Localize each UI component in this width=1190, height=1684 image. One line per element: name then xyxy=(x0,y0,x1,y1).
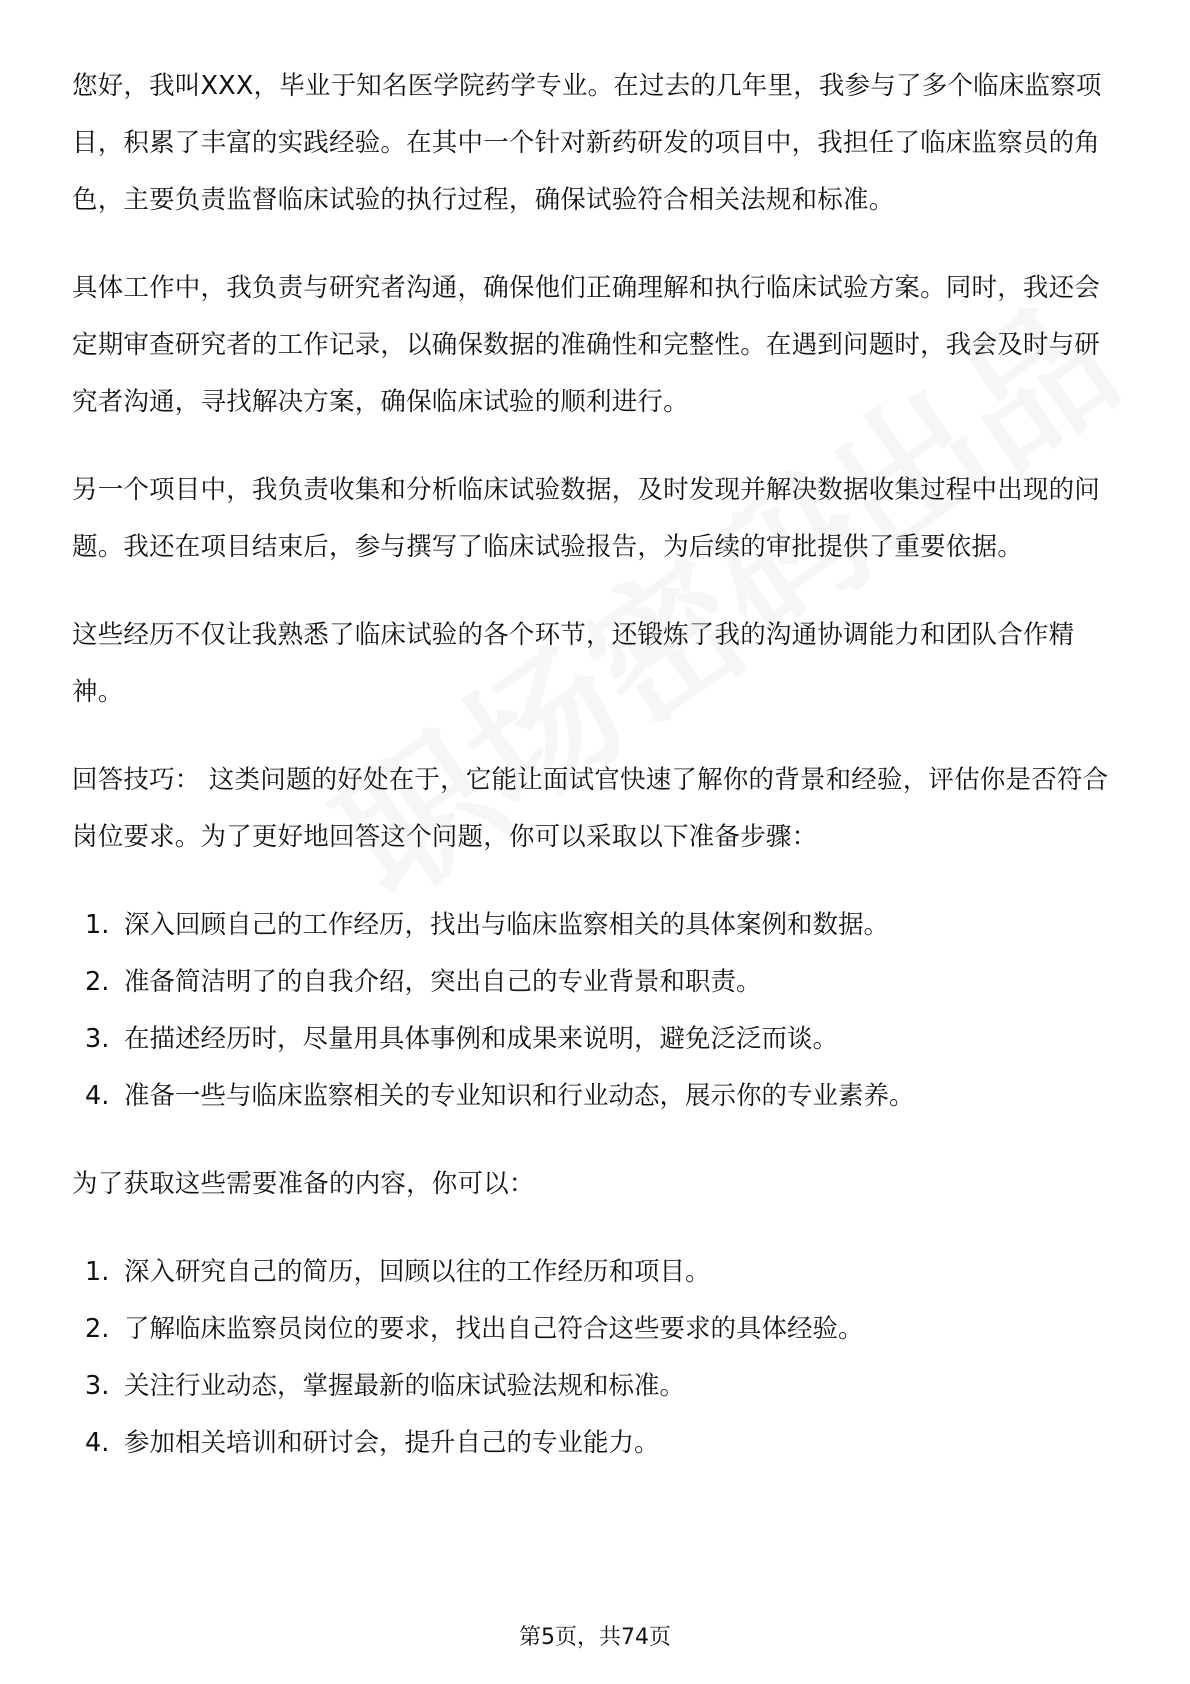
list-item-number: 1. xyxy=(85,1257,110,1287)
list-item-number: 1. xyxy=(85,910,110,940)
list-item-number: 4. xyxy=(85,1081,110,1111)
paragraph-data-project: 另一个项目中，我负责收集和分析临床试验数据，及时发现并解决数据收集过程中出现的问题。我还在项目结束后，参与撰写了临床试验报告，为后续的审批提供了重要依据。 xyxy=(72,475,1101,562)
list-item-text: 深入研究自己的简历，回顾以往的工作经历和项目。 xyxy=(124,1257,711,1287)
list-item xyxy=(72,1068,1122,1125)
list-item xyxy=(72,1415,1122,1472)
paragraph-how-to-obtain: 为了获取这些需要准备的内容，你可以： xyxy=(72,1169,535,1199)
paragraph-intro: 您好，我叫XXX，毕业于知名医学院药学专业。在过去的几年里，我参与了多个临床监察项目，积累了丰富的实践经验。在其中一个针对新药研发的项目中，我担任了临床监察员的角色，主要负责监督临床试验的执行过程，确保试验符合相关法规和标准。 xyxy=(72,71,1102,215)
list-item xyxy=(72,954,1122,1011)
obtain-content-list xyxy=(72,1244,1122,1472)
list-item xyxy=(72,1011,1122,1068)
list-item-text: 关注行业动态，掌握最新的临床试验法规和标准。 xyxy=(124,1371,686,1401)
list-item-text: 在描述经历时，尽量用具体事例和成果来说明，避免泛泛而谈。 xyxy=(124,1024,839,1054)
list-item xyxy=(72,897,1122,954)
list-item-text: 深入回顾自己的工作经历，找出与临床监察相关的具体案例和数据。 xyxy=(124,910,890,940)
list-item-number: 3. xyxy=(85,1371,110,1401)
page-number-footer: 第5页，共74页 xyxy=(519,1625,671,1650)
list-item-text: 了解临床监察员岗位的要求，找出自己符合这些要求的具体经验。 xyxy=(124,1314,864,1344)
list-item-number: 3. xyxy=(85,1024,110,1054)
list-item xyxy=(72,1244,1122,1301)
list-item-number: 2. xyxy=(85,1314,110,1344)
list-item-number: 2. xyxy=(85,967,110,997)
list-item xyxy=(72,1358,1122,1415)
list-item-text: 准备一些与临床监察相关的专业知识和行业动态，展示你的专业素养。 xyxy=(124,1081,915,1111)
preparation-steps-list xyxy=(72,897,1122,1125)
paragraph-answer-tips: 回答技巧： 这类问题的好处在于，它能让面试官快速了解你的背景和经验，评估你是否符合岗位要求。为了更好地回答这个问题，你可以采取以下准备步骤： xyxy=(72,765,1109,852)
list-item xyxy=(72,1301,1122,1358)
paragraph-summary: 这些经历不仅让我熟悉了临床试验的各个环节，还锻炼了我的沟通协调能力和团队合作精神。 xyxy=(72,620,1075,707)
page-content xyxy=(72,58,1122,1503)
list-item-text: 准备简洁明了的自我介绍，突出自己的专业背景和职责。 xyxy=(124,967,762,997)
list-item-text: 参加相关培训和研讨会，提升自己的专业能力。 xyxy=(124,1428,660,1458)
paragraph-communication: 具体工作中，我负责与研究者沟通，确保他们正确理解和执行临床试验方案。同时，我还会定期审查研究者的工作记录，以确保数据的准确性和完整性。在遇到问题时，我会及时与研究者沟通，寻找解决方案，确保临床试验的顺利进行。 xyxy=(72,273,1101,417)
list-item-number: 4. xyxy=(85,1428,110,1458)
